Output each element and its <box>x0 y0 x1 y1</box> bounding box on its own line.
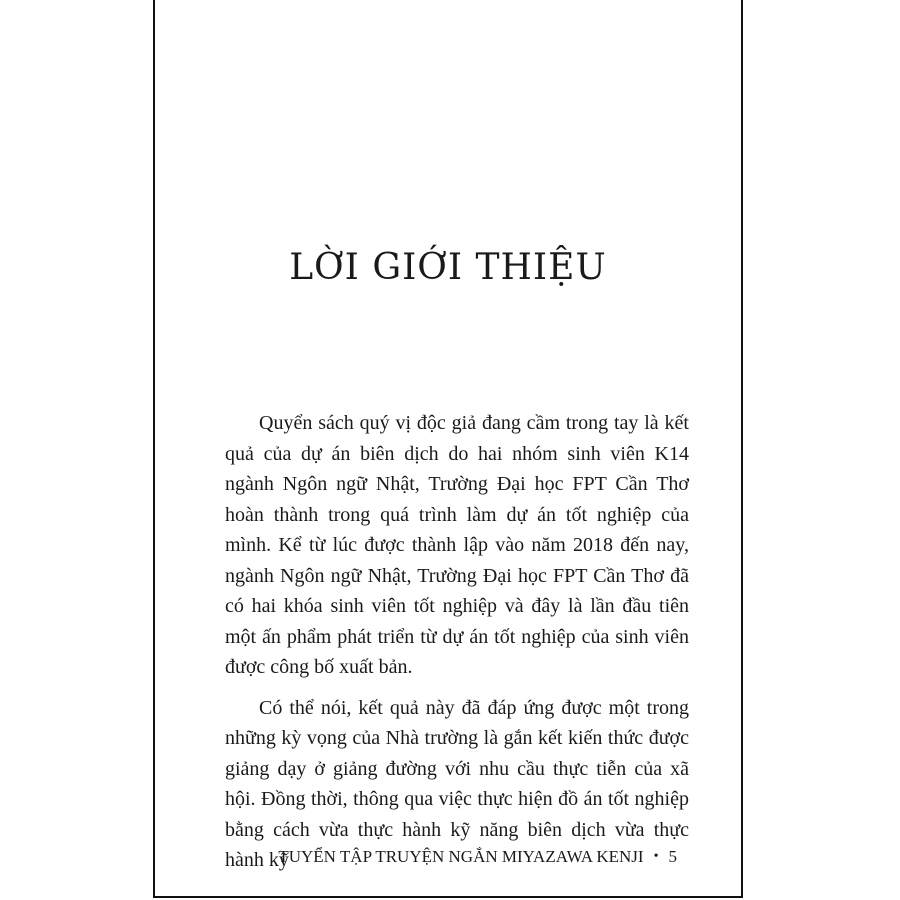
page-footer <box>278 847 677 867</box>
running-title: TUYỂN TẬP TRUYỆN NGẮN MIYAZAWA KENJI <box>278 847 644 866</box>
bullet-separator: • <box>653 849 659 864</box>
book-page <box>153 0 743 898</box>
page-number: 5 <box>668 847 677 866</box>
body-text <box>225 408 689 886</box>
paragraph-1: Quyển sách quý vị độc giả đang cầm trong tay là kết quả của dự án biên dịch do hai nhóm sinh viên K14 ngành Ngôn ngữ Nhật, Trường Đại học FPT Cần Thơ hoàn thành trong quá trình làm dự án tốt nghiệp của mình. Kể từ lúc được thành lập vào năm 2018 đến nay, ngành Ngôn ngữ Nhật, Trường Đại học FPT Cần Thơ đã có hai khóa sinh viên tốt nghiệp và đây là lần đầu tiên một ấn phẩm phát triển từ dự án tốt nghiệp của sinh viên được công bố xuất bản. <box>225 412 689 678</box>
page-title: LỜI GIỚI THIỆU <box>289 247 607 288</box>
paragraph-2: Có thể nói, kết quả này đã đáp ứng được một trong những kỳ vọng của Nhà trường là gắn kết kiến thức được giảng dạy ở giảng đường với nhu cầu thực tiễn của xã hội. Đồng thời, thông qua việc thực hiện đồ án tốt nghiệp bằng cách vừa thực hành kỹ năng biên dịch vừa thực hành kỹ <box>225 696 689 871</box>
